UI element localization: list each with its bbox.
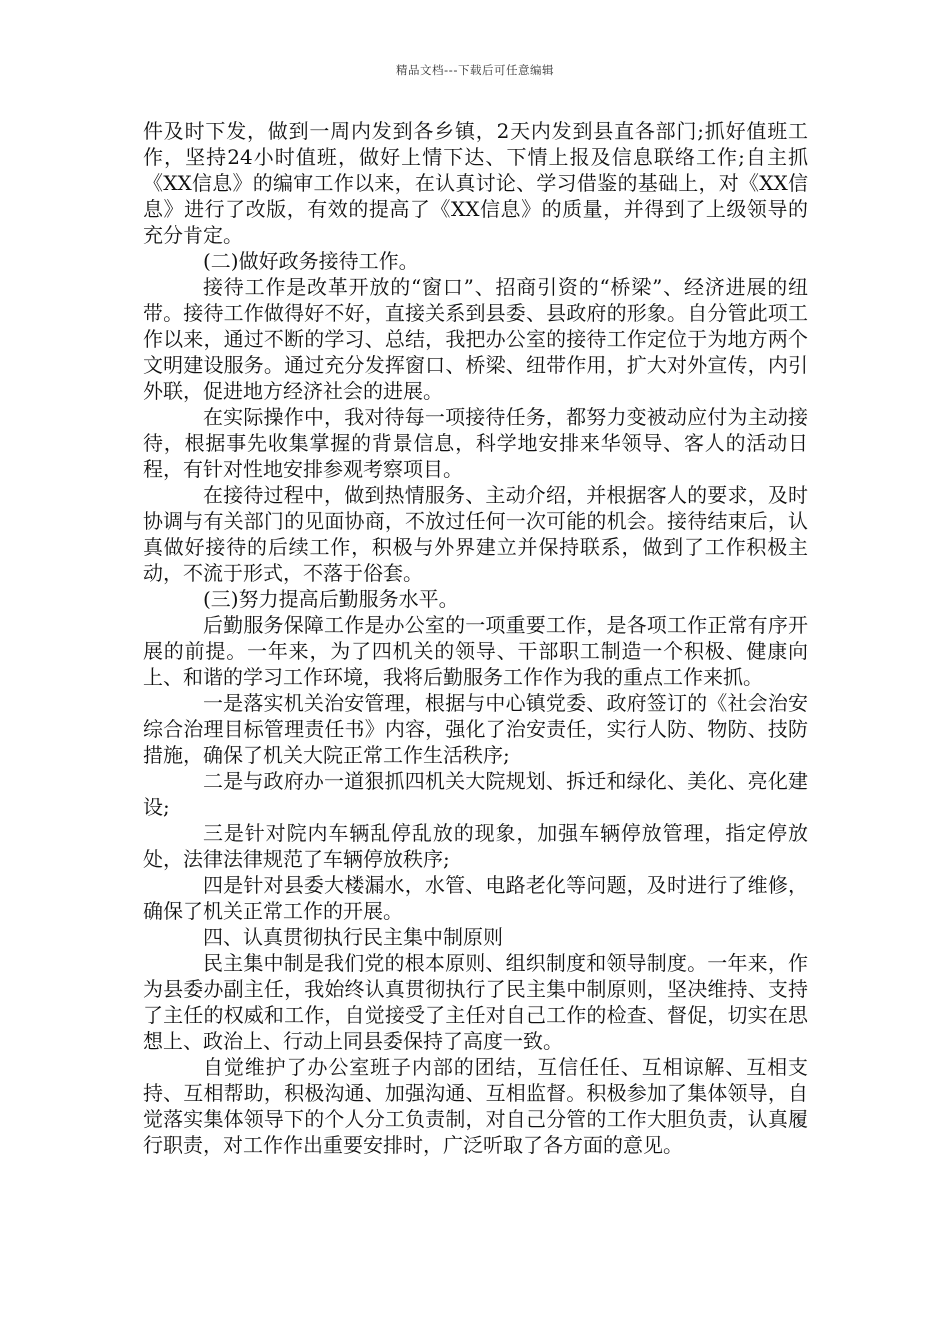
paragraph: 在实际操作中，我对待每一项接待任务，都努力变被动应付为主动接待，根据事先收集掌握的背景信息，科学地安排来华领导、客人的活动日程，有针对性地安排参观考察项目。 <box>143 405 808 481</box>
paragraph: 三是针对院内车辆乱停乱放的现象，加强车辆停放管理，指定停放处，法律法律规范了车辆停放秩序; <box>143 821 808 871</box>
paragraph: 四是针对县委大楼漏水，水管、电路老化等问题，及时进行了维修，确保了机关正常工作的开展。 <box>143 873 808 923</box>
paragraph: 自觉维护了办公室班子内部的团结，互信任任、互相谅解、互相支持、互相帮助，积极沟通、加强沟通、互相监督。积极参加了集体领导，自觉落实集体领导下的个人分工负责制，对自己分管的工作大胆负责，认真履行职责，对工作作出重要安排时，广泛听取了各方面的意见。 <box>143 1055 808 1157</box>
section-heading-reception: (二)做好政务接待工作。 <box>203 249 419 273</box>
section-heading-logistics: (三)努力提高后勤服务水平。 <box>203 587 459 611</box>
section-heading-democratic-centralism: 四、认真贯彻执行民主集中制原则 <box>203 925 503 949</box>
paragraph: 接待工作是改革开放的“窗口”、招商引资的“桥梁”、经济进展的纽带。接待工作做得好不好，直接关系到县委、县政府的形象。自分管此项工作以来，通过不断的学习、总结，我把办公室的接待工作定位于为地方两个文明建设服务。通过充分发挥窗口、桥梁、纽带作用，扩大对外宣传，内引外联，促进地方经济社会的进展。 <box>143 275 808 403</box>
page-header: 精品文档---下载后可任意编辑 <box>396 63 554 77</box>
paragraph: 一是落实机关治安管理，根据与中心镇党委、政府签订的《社会治安综合治理目标管理责任书》内容，强化了治安责任，实行人防、物防、技防措施，确保了机关大院正常工作生活秩序; <box>143 691 808 767</box>
paragraph: 在接待过程中，做到热情服务、主动介绍，并根据客人的要求，及时协调与有关部门的见面协商，不放过任何一次可能的机会。接待结束后，认真做好接待的后续工作，积极与外界建立并保持联系，做到了工作积极主动，不流于形式，不落于俗套。 <box>143 483 808 585</box>
paragraph-continuation: 件及时下发，做到一周内发到各乡镇，2天内发到县直各部门;抓好值班工作，坚持24小时值班，做好上情下达、下情上报及信息联络工作;自主抓《XX信息》的编审工作以来，在认真讨论、学习借鉴的基础上，对《XX信息》进行了改版，有效的提高了《XX信息》的质量，并得到了上级领导的充分肯定。 <box>143 119 808 247</box>
document-body <box>143 118 808 1158</box>
paragraph: 后勤服务保障工作是办公室的一项重要工作，是各项工作正常有序开展的前提。一年来，为了四机关的领导、干部职工制造一个积极、健康向上、和谐的学习工作环境，我将后勤服务工作作为我的重点工作来抓。 <box>143 613 808 689</box>
paragraph: 民主集中制是我们党的根本原则、组织制度和领导制度。一年来，作为县委办副主任，我始终认真贯彻执行了民主集中制原则，坚决维持、支持了主任的权威和工作，自觉接受了主任对自己工作的检查、督促，切实在思想上、政治上、行动上同县委保持了高度一致。 <box>143 951 808 1053</box>
paragraph: 二是与政府办一道狠抓四机关大院规划、拆迁和绿化、美化、亮化建设; <box>143 769 808 819</box>
